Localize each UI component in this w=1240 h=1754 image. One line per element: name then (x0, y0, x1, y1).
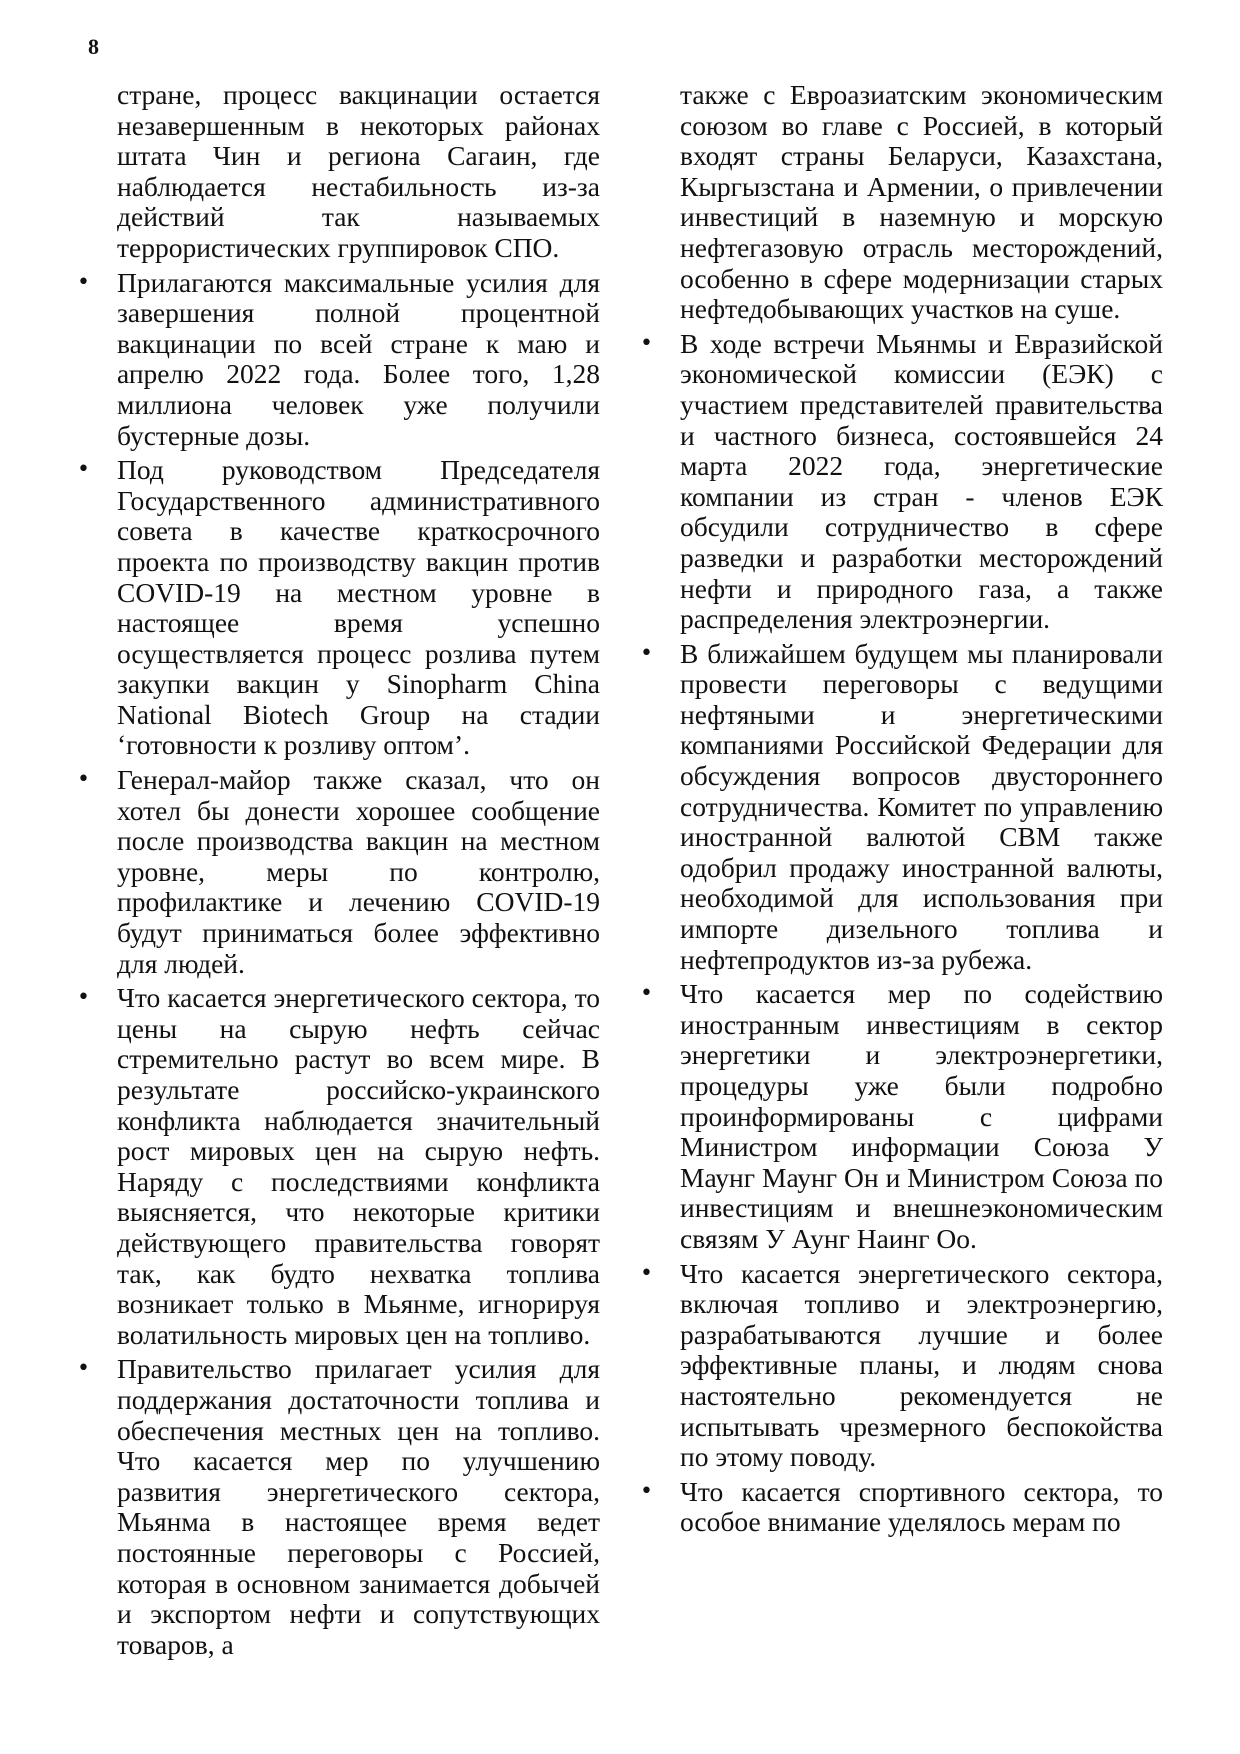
right-column (680, 80, 1163, 1542)
bullet-item: • Под руководством Председателя Государственного административного совета в качестве краткосрочного проекта по производству вакцин против COVID-19 на местном уровне в настоящее время успешно осуществляется процесс розлива путем закупки вакцин у Sinopharm China National Biotech Group на стадии ‘готовности к розливу оптом’. (117, 455, 600, 761)
bullet-item: • Правительство прилагает усилия для поддержания достаточности топлива и обеспечения местных цен на топливо. Что касается мер по улучшению развития энергетического сектора, Мьянма в настоящее время ведет постоянные переговоры с Россией, которая в основном занимается добычей и экспортом нефти и сопутствующих товаров, а (117, 1354, 600, 1660)
bullet-item: • Прилагаются максимальные усилия для завершения полной процентной вакцинации по всей стране к маю и апрелю 2022 года. Более того, 1,28 миллиона человек уже получили бустерные дозы. (117, 268, 600, 452)
bullet-item: • Генерал-майор также сказал, что он хотел бы донести хорошее сообщение после производства вакцин на местном уровне, меры по контролю, профилактике и лечению COVID-19 будут приниматься более эффективно для людей. (117, 765, 600, 979)
bullet-item: • Что касается энергетического сектора, включая топливо и электроэнергию, разрабатываются лучшие и более эффективные планы, и людям снова настоятельно рекомендуется не испытывать чрезмерного беспокойства по этому поводу. (680, 1259, 1163, 1473)
paragraph: стране, процесс вакцинации остается незавершенным в некоторых районах штата Чин и региона Сагаин, где наблюдается нестабильность из-за действий так называемых террористических группировок СПО. (117, 79, 600, 263)
bullet-item: • В ходе встречи Мьянмы и Евразийской экономической комиссии (ЕЭК) с участием представителей правительства и частного бизнеса, состоявшейся 24 марта 2022 года, энергетические компании из стран - членов ЕЭК обсудили сотрудничество в сфере разведки и разработки месторождений нефти и природного газа, а также распределения электроэнергии. (680, 329, 1163, 635)
bullet-item: • Что касается энергетического сектора, то цены на сырую нефть сейчас стремительно растут во всем мире. В результате российско-украинского конфликта наблюдается значительный рост мировых цен на сырую нефть. Наряду с последствиями конфликта выясняется, что некоторые критики действующего правительства говорят так, как будто нехватка топлива возникает только в Мьянме, игнорируя волатильность мировых цен на топливо. (117, 983, 600, 1350)
bullet-item: • В ближайшем будущем мы планировали провести переговоры с ведущими нефтяными и энергетическими компаниями Российской Федерации для обсуждения вопросов двустороннего сотрудничества. Комитет по управлению иностранной валютой CBM также одобрил продажу иностранной валюты, необходимой для использования при импорте дизельного топлива и нефтепродуктов из-за рубежа. (680, 639, 1163, 976)
paragraph: также с Евроазиатским экономическим союзом во главе с Россией, в который входят страны Беларуси, Казахстана, Кыргызстана и Армении, о привлечении инвестиций в наземную и морскую нефтегазовую отрасль месторождений, особенно в сфере модернизации старых нефтедобывающих участков на суше. (680, 79, 1163, 325)
bullet-item: • Что касается спортивного сектора, то особое внимание уделялось мерам по (680, 1477, 1163, 1538)
page-number: 8 (88, 34, 99, 59)
left-column (117, 80, 600, 1664)
bullet-item: • Что касается мер по содействию иностранным инвестициям в сектор энергетики и электроэнергетики, процедуры уже были подробно проинформированы с цифрами Министром информации Союза У Маунг Маунг Он и Министром Союза по инвестициям и внешнеэкономическим связям У Аунг Наинг Оо. (680, 979, 1163, 1254)
